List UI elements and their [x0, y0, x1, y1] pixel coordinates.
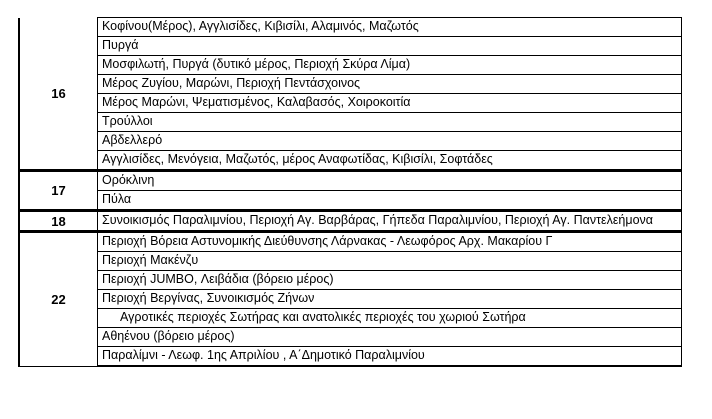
table-row: [19, 309, 682, 328]
table-row: [19, 94, 682, 113]
table-row: [19, 75, 682, 94]
table-row: [19, 113, 682, 132]
table-row: [19, 328, 682, 347]
area-cell: Κοφίνου(Μέρος), Αγγλισίδες, Κιβισίλι, Αλαμινός, Μαζωτός: [98, 18, 682, 37]
area-cell: Παραλίμνι - Λεωφ. 1ης Απριλίου , Α΄Δημοτικό Παραλιμνίου: [98, 347, 682, 367]
area-cell: Συνοικισμός Παραλιμνίου, Περιοχή Αγ. Βαρβάρας, Γήπεδα Παραλιμνίου, Περιοχή Αγ. Παντελεήμονα: [98, 211, 682, 232]
area-cell: Ορόκλινη: [98, 171, 682, 191]
area-cell: Μέρος Μαρώνι, Ψεματισμένος, Καλαβασός, Χοιροκοιτία: [98, 94, 682, 113]
area-cell: Αθηένου (βόρειο μέρος): [98, 328, 682, 347]
table-row: [19, 171, 682, 191]
table-row: [19, 252, 682, 271]
area-cell: Πυργά: [98, 37, 682, 56]
table-row: [19, 18, 682, 37]
area-cell: Περιοχή Βόρεια Αστυνομικής Διεύθυνσης Λάρνακας - Λεωφόρος Αρχ. Μακαρίου Γ: [98, 232, 682, 252]
table-row: [19, 271, 682, 290]
table-row: [19, 347, 682, 367]
group-number-18: 18: [19, 211, 98, 232]
area-cell: Περιοχή Βεργίνας, Συνοικισμός Ζήνων: [98, 290, 682, 309]
table-row: [19, 132, 682, 151]
area-cell: Αγροτικές περιοχές Σωτήρας και ανατολικές περιοχές του χωριού Σωτήρα: [98, 309, 682, 328]
area-cell: Αβδελλερό: [98, 132, 682, 151]
areas-table: [18, 17, 682, 367]
group-number-16: 16: [19, 18, 98, 171]
table-row: [19, 151, 682, 171]
area-cell: Τρούλλοι: [98, 113, 682, 132]
table-row: [19, 37, 682, 56]
table-row: [19, 290, 682, 309]
area-cell: Μοσφιλωτή, Πυργά (δυτικό μέρος, Περιοχή Σκύρα Λίμα): [98, 56, 682, 75]
area-cell: Αγγλισίδες, Μενόγεια, Μαζωτός, μέρος Αναφωτίδας, Κιβισίλι, Σοφτάδες: [98, 151, 682, 171]
table-row: [19, 232, 682, 252]
area-cell: Πύλα: [98, 191, 682, 211]
group-number-17: 17: [19, 171, 98, 211]
table-row: [19, 191, 682, 211]
area-cell: Μέρος Ζυγίου, Μαρώνι, Περιοχή Πεντάσχοινος: [98, 75, 682, 94]
table-row: [19, 211, 682, 232]
group-number-22: 22: [19, 232, 98, 367]
area-cell: Περιοχή Μακένζυ: [98, 252, 682, 271]
table-row: [19, 56, 682, 75]
area-cell: Περιοχή JUMBO, Λειβάδια (βόρειο μέρος): [98, 271, 682, 290]
